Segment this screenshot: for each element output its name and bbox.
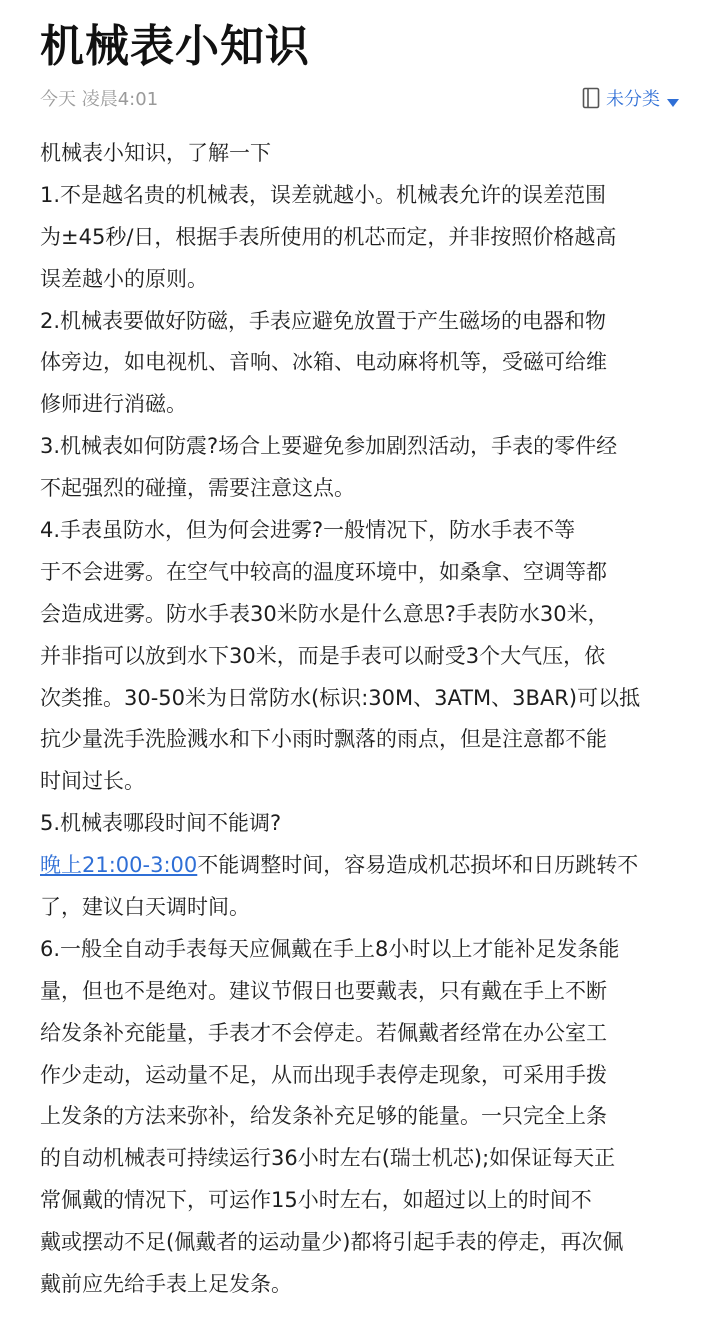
category-label: 未分类 <box>606 89 660 110</box>
body-line: 6.一般全自动手表每天应佩戴在手上8小时以上才能补足发条能 <box>40 936 620 961</box>
notebook-icon <box>582 87 600 109</box>
body-line: 体旁边，如电视机、音响、冰箱、电动麻将机等，受磁可给维 <box>40 350 607 375</box>
body-line: 时间过长。 <box>40 769 145 794</box>
body-line: 1.不是越名贵的机械表，误差就越小。机械表允许的误差范围 <box>40 182 607 207</box>
body-line: 4.手表虽防水，但为何会进雾?一般情况下，防水手表不等 <box>40 518 576 543</box>
body-line: 机械表小知识，了解一下 <box>40 141 271 165</box>
body-line: 会造成进雾。防水手表30米防水是什么意思?手表防水30米， <box>40 601 609 626</box>
body-line: 上发条的方法来弥补，给发条补充足够的能量。一只完全上条 <box>40 1104 607 1129</box>
body-line: 2.机械表要做好防磁，手表应避免放置于产生磁场的电器和物 <box>40 308 607 333</box>
body-line: 常佩戴的情况下，可运作15小时左右，如超过以上的时间不 <box>40 1188 592 1213</box>
category-dropdown[interactable] <box>582 85 680 111</box>
body-line: 次类推。30-50米为日常防水(标识:30M、3ATM、3BAR)可以抵 <box>40 685 641 710</box>
time-range-link[interactable]: 晚上21:00-3:00 <box>40 853 198 878</box>
body-line: 戴或摆动不足(佩戴者的运动量少)都将引起手表的停走，再次佩 <box>40 1230 624 1255</box>
body-line: 给发条补充能量，手表才不会停走。若佩戴者经常在办公室工 <box>40 1020 607 1045</box>
body-line: 修师进行消磁。 <box>40 392 187 417</box>
note-timestamp: 今天 凌晨4:01 <box>40 89 159 110</box>
body-line: 戴前应先给手表上足发条。 <box>40 1272 292 1297</box>
note-title[interactable]: 机械表小知识 <box>40 21 310 72</box>
body-line: 的自动机械表可持续运行36小时左右(瑞士机芯);如保证每天正 <box>40 1146 616 1171</box>
link-line-rest: 不能调整时间，容易造成机芯损坏和日历跳转不 <box>197 853 639 878</box>
body-line: 并非指可以放到水下30米，而是手表可以耐受3个大气压，依 <box>40 643 606 668</box>
body-line: 于不会进雾。在空气中较高的温度环境中，如桑拿、空调等都 <box>40 559 607 584</box>
link-line <box>40 845 685 887</box>
body-line: 不起强烈的碰撞，需要注意这点。 <box>40 476 355 501</box>
body-line: 5.机械表哪段时间不能调? <box>40 811 282 836</box>
note-body[interactable] <box>40 133 685 1306</box>
body-line: 量，但也不是绝对。建议节假日也要戴表，只有戴在手上不断 <box>40 978 607 1003</box>
body-line: 3.机械表如何防震?场合上要避免参加剧烈活动，手表的零件经 <box>40 434 618 459</box>
note-meta-bar <box>40 84 680 112</box>
body-line: 作少走动，运动量不足，从而出现手表停走现象，可采用手拨 <box>40 1062 607 1087</box>
body-line: 为±45秒/日，根据手表所使用的机芯而定，并非按照价格越高 <box>40 224 617 249</box>
body-line: 了，建议白天调时间。 <box>40 895 250 920</box>
body-line: 误差越小的原则。 <box>40 266 208 291</box>
body-line: 抗少量洗手洗脸溅水和下小雨时飘落的雨点，但是注意都不能 <box>40 727 607 752</box>
caret-down-icon <box>666 93 680 103</box>
